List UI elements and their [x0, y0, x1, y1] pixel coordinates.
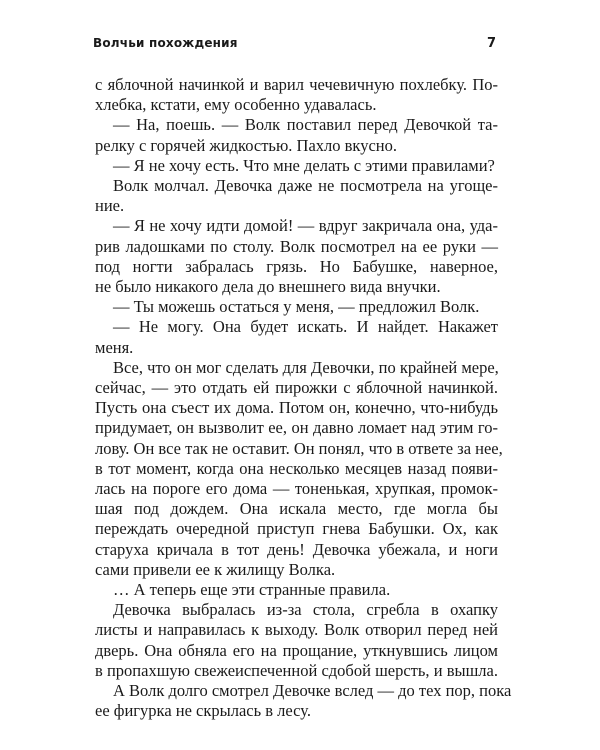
text-line: Пусть она съест их дома. Потом он, конечно, что-нибудь [95, 398, 498, 418]
text-line: сами привели ее к жилищу Волка. [95, 559, 336, 579]
text-line: Девочка выбралась из-за стола, сгребла в охапку [113, 600, 498, 620]
running-title: Волчьи похождения [93, 36, 238, 50]
running-header [93, 36, 496, 58]
text-line: старуха кричала в тот день! Девочка убежала, и ноги [95, 539, 498, 559]
text-line: с яблочной начинкой и варил чечевичную похлебку. По- [95, 75, 498, 94]
text-line: А Волк долго смотрел Девочке вслед — до тех пор, пока [113, 681, 512, 701]
text-line: Волк молчал. Девочка даже не посмотрела на угоще- [113, 176, 498, 196]
body-text [95, 75, 512, 722]
text-line: рив ладошками по столу. Волк посмотрел на ее руки — [95, 236, 498, 256]
text-line: — Ты можешь остаться у меня, — предложил Волк. [113, 297, 480, 317]
text-line: Все, что он мог сделать для Девочки, по крайней мере, [113, 357, 499, 377]
text-line: меня. [95, 337, 134, 357]
text-line: сейчас, — это отдать ей пирожки с яблочной начинкой. [95, 378, 498, 398]
text-line: в тот момент, когда она несколько месяцев назад появи- [95, 458, 498, 478]
text-line: листы и направилась к выходу. Волк отворил перед ней [95, 620, 498, 640]
text-line: … А теперь еще эти странные правила. [113, 580, 391, 600]
text-line: лову. Он все так не оставит. Он понял, что в ответе за нее, [95, 438, 503, 458]
text-line: хлебка, кстати, ему особенно удавалась. [95, 95, 377, 115]
text-line: — Не могу. Она будет искать. И найдет. Накажет [113, 317, 498, 337]
text-line: переждать очередной приступ гнева Бабушки. Ох, как [95, 519, 498, 539]
text-line: дверь. Она обняла его на прощание, уткнувшись лицом [95, 640, 498, 660]
text-line: шая под дождем. Она искала место, где могла бы [95, 499, 498, 519]
text-line: — На, поешь. — Волк поставил перед Девочкой та- [113, 115, 498, 135]
text-line: ее фигурка не скрылась в лесу. [95, 701, 311, 721]
text-line: не было никакого дела до внешнего вида внучки. [95, 277, 441, 297]
text-line: под ногти забралась грязь. Но Бабушке, наверное, [95, 256, 498, 276]
text-line: придумает, он вызволит ее, он давно ломает над этим го- [95, 418, 498, 438]
text-line: лась на пороге его дома — тоненькая, хрупкая, промок- [95, 479, 498, 499]
page-number: 7 [486, 36, 496, 51]
text-line: — Я не хочу есть. Что мне делать с этими правилами? [113, 155, 495, 175]
text-line: — Я не хочу идти домой! — вдруг закричала она, уда- [113, 216, 498, 236]
text-line: ние. [95, 196, 125, 216]
text-line: релку с горячей жидкостью. Пахло вкусно. [95, 135, 397, 155]
text-line: в пропахшую свежеиспеченной сдобой шерсть, и вышла. [95, 660, 498, 680]
